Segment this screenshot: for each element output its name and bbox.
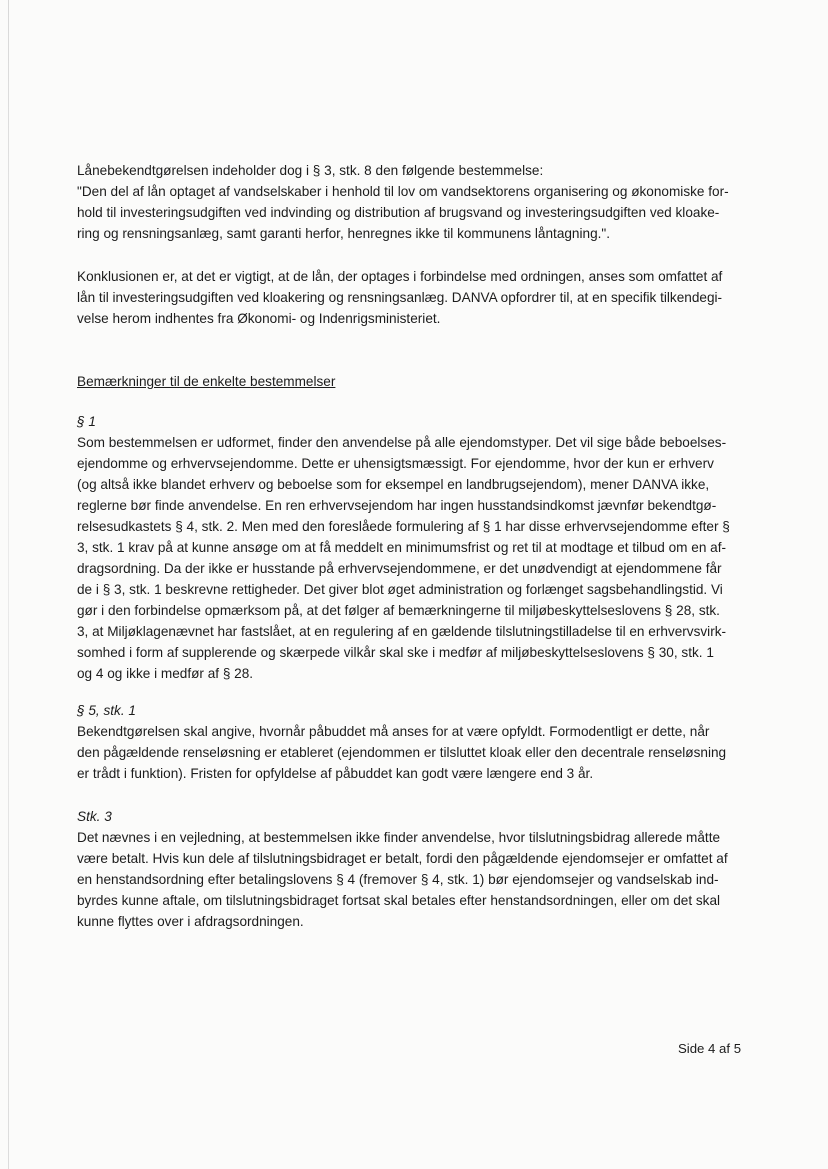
section-stk3 bbox=[77, 806, 745, 932]
stk3-line: en henstandsordning efter betalingslovens § 4 (fremover § 4, stk. 1) bør ejendomsejer og vandselskab ind- bbox=[77, 872, 719, 887]
stk3-line: være betalt. Hvis kun dele af tilslutningsbidraget er betalt, fordi den pågældende ejendomsejer er omfattet af bbox=[77, 851, 728, 866]
section-1-line: dragsordning. Da der ikke er husstande på erhvervsejendommene, er det unødvendigt at ejendommene får bbox=[77, 561, 722, 576]
section-1-line: ejendomme og erhvervsejendomme. Dette er uhensigtsmæssigt. For ejendomme, hvor der kun er erhverv bbox=[77, 456, 714, 471]
conclusion-line: lån til investeringsudgiften ved kloakering og rensningsanlæg. DANVA opfordrer til, at en specifik tilkendegi- bbox=[77, 290, 723, 305]
stk3-line: Det nævnes i en vejledning, at bestemmelsen ikke finder anvendelse, hvor tilslutningsbidrag allerede måtte bbox=[77, 830, 721, 845]
page-number: Side 4 af 5 bbox=[678, 1041, 742, 1056]
section-1-line: og 4 og ikke i medfør af § 28. bbox=[77, 666, 254, 681]
section-5 bbox=[77, 700, 745, 784]
section-1-line: (og altså ikke blandet erhverv og beboelse som for eksempel en landbrugsejendom), mener DANVA ikke, bbox=[77, 477, 710, 492]
intro-line: Lånebekendtgørelsen indeholder dog i § 3, stk. 8 den følgende bestemmelse: bbox=[77, 163, 544, 178]
section-1-line: de i § 3, stk. 1 beskrevne rettigheder. Det giver blot øget administration og forlænget sagsbehandlingstid. Vi bbox=[77, 582, 723, 597]
section-1-line: somhed i form af supplerende og skærpede vilkår skal ske i medfør af miljøbeskyttelseslovens § 30, stk. 1 bbox=[77, 645, 714, 660]
conclusion-paragraph bbox=[77, 266, 745, 329]
stk3-line: kunne flyttes over i afdragsordningen. bbox=[77, 914, 304, 929]
section-1-line: 3, stk. 1 krav på at kunne ansøge om at få meddelt en minimumsfrist og ret til at modtage et tilbud om en af- bbox=[77, 540, 727, 555]
remarks-heading: Bemærkninger til de enkelte bestemmelser bbox=[77, 374, 336, 389]
section-1-line: gør i den forbindelse opmærksom på, at det følger af bemærkningerne til miljøbeskyttelseslovens § 28, stk. bbox=[77, 603, 720, 618]
stk3-line: byrdes kunne aftale, om tilslutningsbidraget fortsat skal betales efter henstandsordningen, eller om det skal bbox=[77, 893, 721, 908]
conclusion-line: Konklusionen er, at det er vigtigt, at de lån, der optages i forbindelse med ordningen, anses som omfattet af bbox=[77, 269, 723, 284]
section-5-line: Bekendtgørelsen skal angive, hvornår påbuddet må anses for at være opfyldt. Formodentligt er dette, når bbox=[77, 724, 710, 739]
section-1-line: reglerne bør finde anvendelse. En ren erhvervsejendom har ingen husstandsindkomst jævnfør bekendtgø- bbox=[77, 498, 717, 513]
section-1-line: Som bestemmelsen er udformet, finder den anvendelse på alle ejendomstyper. Det vil sige både beboelses- bbox=[77, 435, 727, 450]
scan-edge-line bbox=[8, 0, 9, 1169]
section-5-line: er trådt i funktion). Fristen for opfyldelse af påbuddet kan godt være længere end 3 år. bbox=[77, 766, 594, 781]
section-1 bbox=[77, 411, 745, 684]
conclusion-line: velse herom indhentes fra Økonomi- og Indenrigsministeriet. bbox=[77, 311, 441, 326]
stk3-heading: Stk. 3 bbox=[77, 809, 112, 824]
section-5-heading: § 5, stk. 1 bbox=[77, 703, 136, 718]
intro-line: "Den del af lån optaget af vandselskaber i henhold til lov om vandsektorens organisering og økonomiske for- bbox=[77, 184, 729, 199]
intro-line: hold til investeringsudgiften ved indvinding og distribution af brugsvand og investeringsudgiften ved kloake- bbox=[77, 205, 720, 220]
section-1-line: relsesudkastets § 4, stk. 2. Men med den foreslåede formulering af § 1 har disse erhvervsejendomme efter § bbox=[77, 519, 730, 534]
intro-paragraph bbox=[77, 160, 745, 244]
section-5-line: den pågældende renseløsning er etableret (ejendommen er tilsluttet kloak eller den decentrale renseløsning bbox=[77, 745, 727, 760]
section-1-line: 3, at Miljøklagenævnet har fastslået, at en regulering af en gældende tilslutningstilladelse til en erhvervsvirk- bbox=[77, 624, 727, 639]
section-1-heading: § 1 bbox=[77, 414, 96, 429]
intro-line: ring og rensningsanlæg, samt garanti herfor, henregnes ikke til kommunens låntagning.". bbox=[77, 226, 611, 241]
